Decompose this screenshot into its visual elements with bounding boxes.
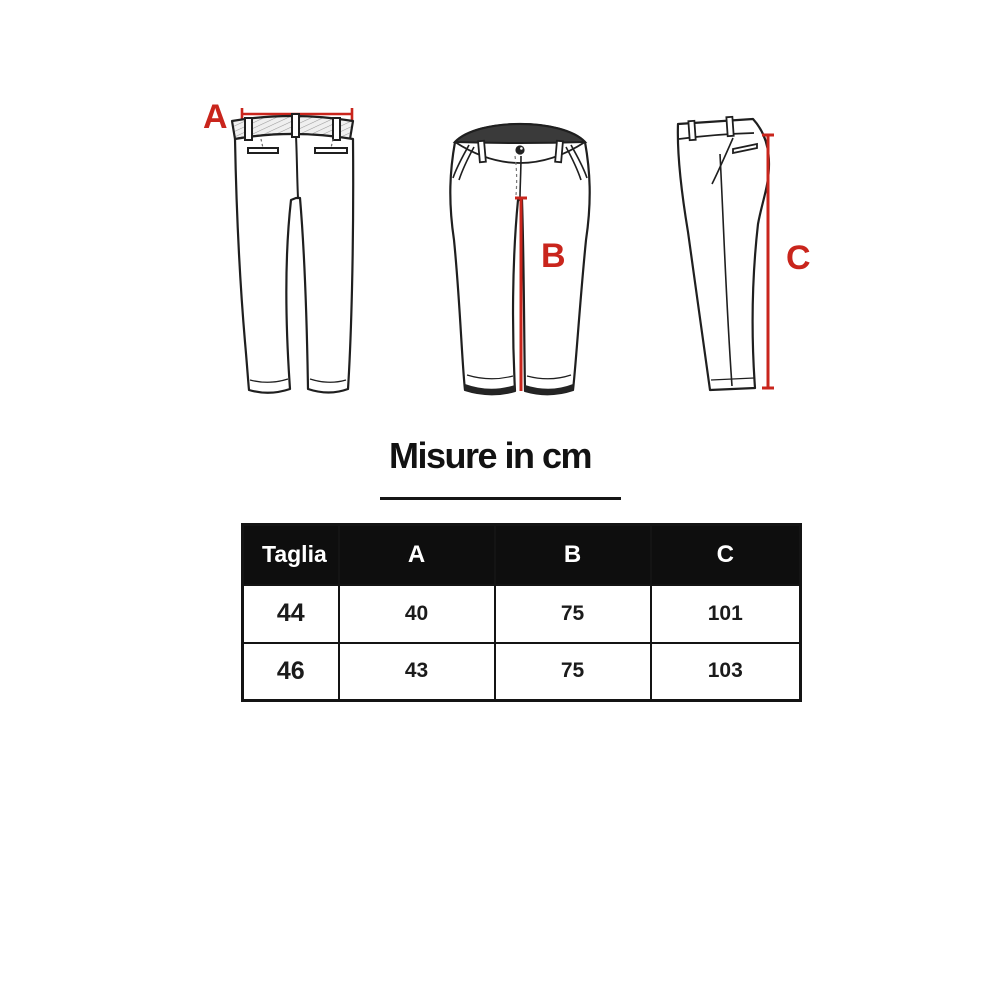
front-button <box>515 145 524 154</box>
pants-back-view-icon <box>212 92 364 404</box>
page-title: Misure in cm <box>388 435 592 476</box>
title-underline <box>380 497 621 500</box>
back-body-outline <box>235 134 353 393</box>
measurement-label-a: A <box>203 98 228 136</box>
cell-a: 40 <box>339 585 495 643</box>
table-header-row <box>243 525 801 585</box>
table-row-size-46 <box>243 643 801 701</box>
front-fly-seam <box>520 156 521 198</box>
pants-front-view-icon <box>438 92 606 404</box>
cell-b: 75 <box>495 585 651 643</box>
cell-c: 103 <box>651 643 801 701</box>
header-b: B <box>495 525 651 585</box>
header-a: A <box>339 525 495 585</box>
size-table <box>241 523 802 702</box>
table-row-size-44 <box>243 585 801 643</box>
cell-taglia: 46 <box>243 643 339 701</box>
cell-b: 75 <box>495 643 651 701</box>
front-waistband-inner <box>455 124 585 143</box>
cell-c: 101 <box>651 585 801 643</box>
header-taglia: Taglia <box>243 525 339 585</box>
measurement-label-c: C <box>786 239 811 277</box>
cell-a: 43 <box>339 643 495 701</box>
cell-taglia: 44 <box>243 585 339 643</box>
header-c: C <box>651 525 801 585</box>
measurement-label-b: B <box>541 237 566 275</box>
